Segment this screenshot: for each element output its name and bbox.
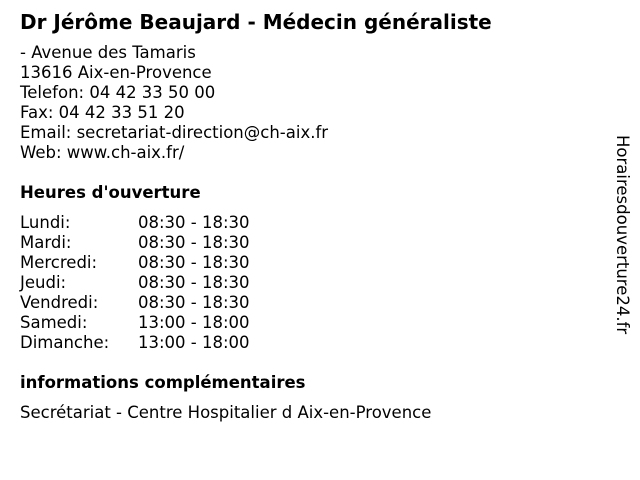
hours-row-thursday bbox=[20, 273, 250, 293]
page-title: Dr Jérôme Beaujard - Médecin généraliste bbox=[20, 10, 492, 34]
address-street: - Avenue des Tamaris bbox=[20, 43, 196, 62]
info-text: Secrétariat - Centre Hospitalier d Aix-en-Provence bbox=[20, 403, 432, 422]
day-hours: 08:30 - 18:30 bbox=[138, 213, 250, 232]
day-label: Mercredi: bbox=[20, 253, 98, 272]
hours-row-wednesday bbox=[20, 253, 250, 273]
day-hours: 08:30 - 18:30 bbox=[138, 253, 250, 272]
hours-row-saturday bbox=[20, 313, 250, 333]
hours-row-friday bbox=[20, 293, 250, 313]
phone-line: Telefon: 04 42 33 50 00 bbox=[20, 83, 216, 102]
day-label: Vendredi: bbox=[20, 293, 99, 312]
hours-row-sunday bbox=[20, 333, 250, 353]
hours-row-monday bbox=[20, 213, 250, 233]
hours-row-tuesday bbox=[20, 233, 250, 253]
fax-line: Fax: 04 42 33 51 20 bbox=[20, 103, 185, 122]
day-hours: 08:30 - 18:30 bbox=[138, 293, 250, 312]
hours-heading: Heures d'ouverture bbox=[20, 183, 201, 202]
day-label: Samedi: bbox=[20, 313, 88, 332]
day-label: Mardi: bbox=[20, 233, 72, 252]
day-label: Lundi: bbox=[20, 213, 71, 232]
address-city: 13616 Aix-en-Provence bbox=[20, 63, 212, 82]
day-hours: 08:30 - 18:30 bbox=[138, 273, 250, 292]
email-line: Email: secretariat-direction@ch-aix.fr bbox=[20, 123, 329, 142]
web-line: Web: www.ch-aix.fr/ bbox=[20, 143, 185, 162]
day-hours: 13:00 - 18:00 bbox=[138, 333, 250, 352]
day-hours: 08:30 - 18:30 bbox=[138, 233, 250, 252]
info-heading: informations complémentaires bbox=[20, 373, 306, 392]
day-label: Jeudi: bbox=[20, 273, 67, 292]
contact-block bbox=[20, 43, 328, 163]
day-label: Dimanche: bbox=[20, 333, 110, 352]
watermark-text: Horairesdouverture24.fr bbox=[613, 135, 632, 335]
day-hours: 13:00 - 18:00 bbox=[138, 313, 250, 332]
hours-table bbox=[20, 213, 250, 353]
